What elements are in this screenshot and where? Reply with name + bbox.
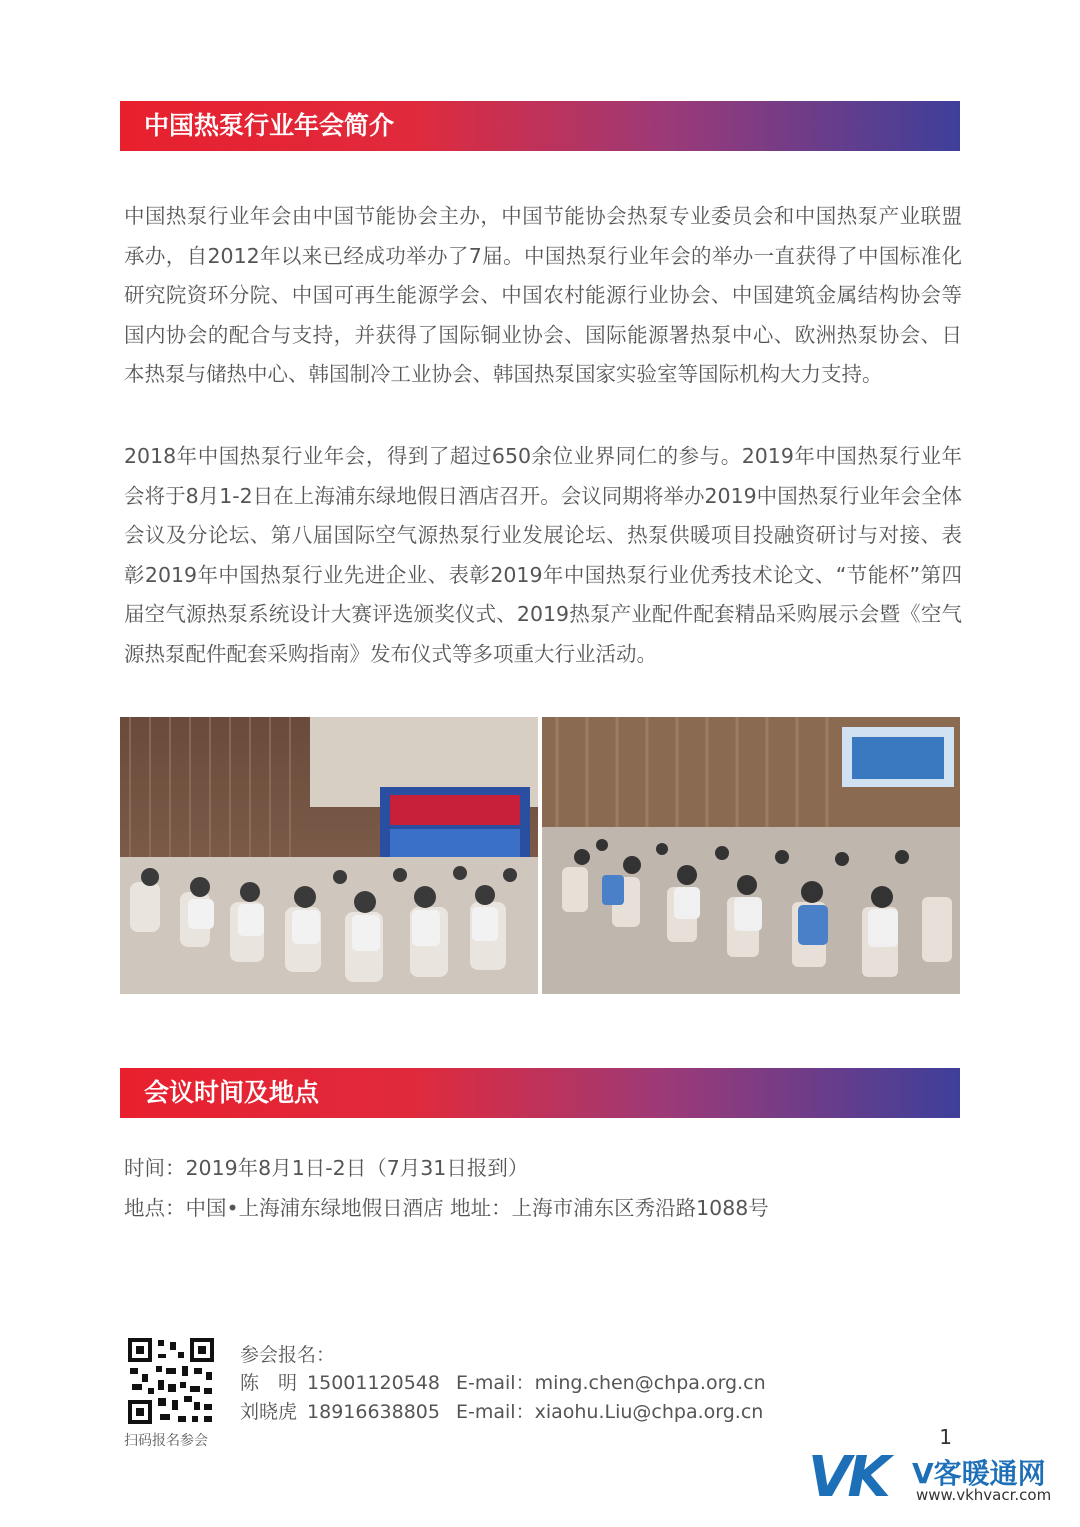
contact-name: 刘晓虎: [240, 1401, 298, 1423]
contact-heading: 参会报名：: [240, 1344, 336, 1366]
page-number: 1: [939, 1425, 952, 1449]
section-banner-intro: [120, 101, 960, 151]
contact-phone[interactable]: 15001120548: [307, 1372, 440, 1394]
intro-paragraph-2: 2018年中国热泵行业年会，得到了超过650余位业界同仁的参与。2019年中国热泵行业年会将于8月1-2日在上海浦东绿地假日酒店召开。会议同期将举办2019中国热泵行业年会全体会议及分论坛、第八届国际空气源热泵行业发展论坛、热泵供暖项目投融资研讨与对接、表彰2019年中国热泵行业先进企业、表彰2019年中国热泵行业优秀技术论文、“节能杯”第四届空气源热泵系统设计大赛评选颁奖仪式、2019热泵产业配件配套精品采购展示会暨《空气源热泵配件配套采购指南》发布仪式等多项重大行业活动。: [124, 444, 962, 666]
section-title-intro: 中国热泵行业年会简介: [144, 111, 395, 140]
watermark-name: V客暖通网: [912, 1457, 1046, 1490]
watermark-url: www.vkhvacr.com: [916, 1486, 1052, 1504]
registration-qr-code[interactable]: [128, 1338, 214, 1424]
contact-row: [240, 1399, 763, 1425]
conference-photo-right: [542, 717, 960, 994]
contact-phone[interactable]: 18916638805: [307, 1401, 440, 1423]
contact-email[interactable]: E-mail：xiaohu.Liu@chpa.org.cn: [456, 1401, 764, 1423]
event-time: 时间：2019年8月1日-2日（7月31日报到）: [124, 1156, 529, 1180]
qr-caption: 扫码报名参会: [124, 1433, 208, 1449]
intro-paragraph-1: 中国热泵行业年会由中国节能协会主办，中国节能协会热泵专业委员会和中国热泵产业联盟承办，自2012年以来已经成功举办了7届。中国热泵行业年会的举办一直获得了中国标准化研究院资环分院、中国可再生能源学会、中国农村能源行业协会、中国建筑金属结构协会等国内协会的配合与支持，并获得了国际铜业协会、国际能源署热泵中心、欧洲热泵协会、日本热泵与储热中心、韩国制冷工业协会、韩国热泵国家实验室等国际机构大力支持。: [124, 204, 962, 386]
contact-name: 陈 明: [240, 1372, 298, 1394]
section-title-venue: 会议时间及地点: [144, 1078, 320, 1107]
contact-email[interactable]: E-mail：ming.chen@chpa.org.cn: [456, 1372, 766, 1394]
contact-row: [240, 1370, 766, 1396]
watermark-brand: VK: [808, 1445, 887, 1510]
event-location: 地点：中国•上海浦东绿地假日酒店 地址：上海市浦东区秀沿路1088号: [124, 1196, 769, 1220]
watermark-logo: [808, 1445, 1070, 1510]
section-banner-venue: [120, 1068, 960, 1118]
conference-photo-left: [120, 717, 538, 994]
